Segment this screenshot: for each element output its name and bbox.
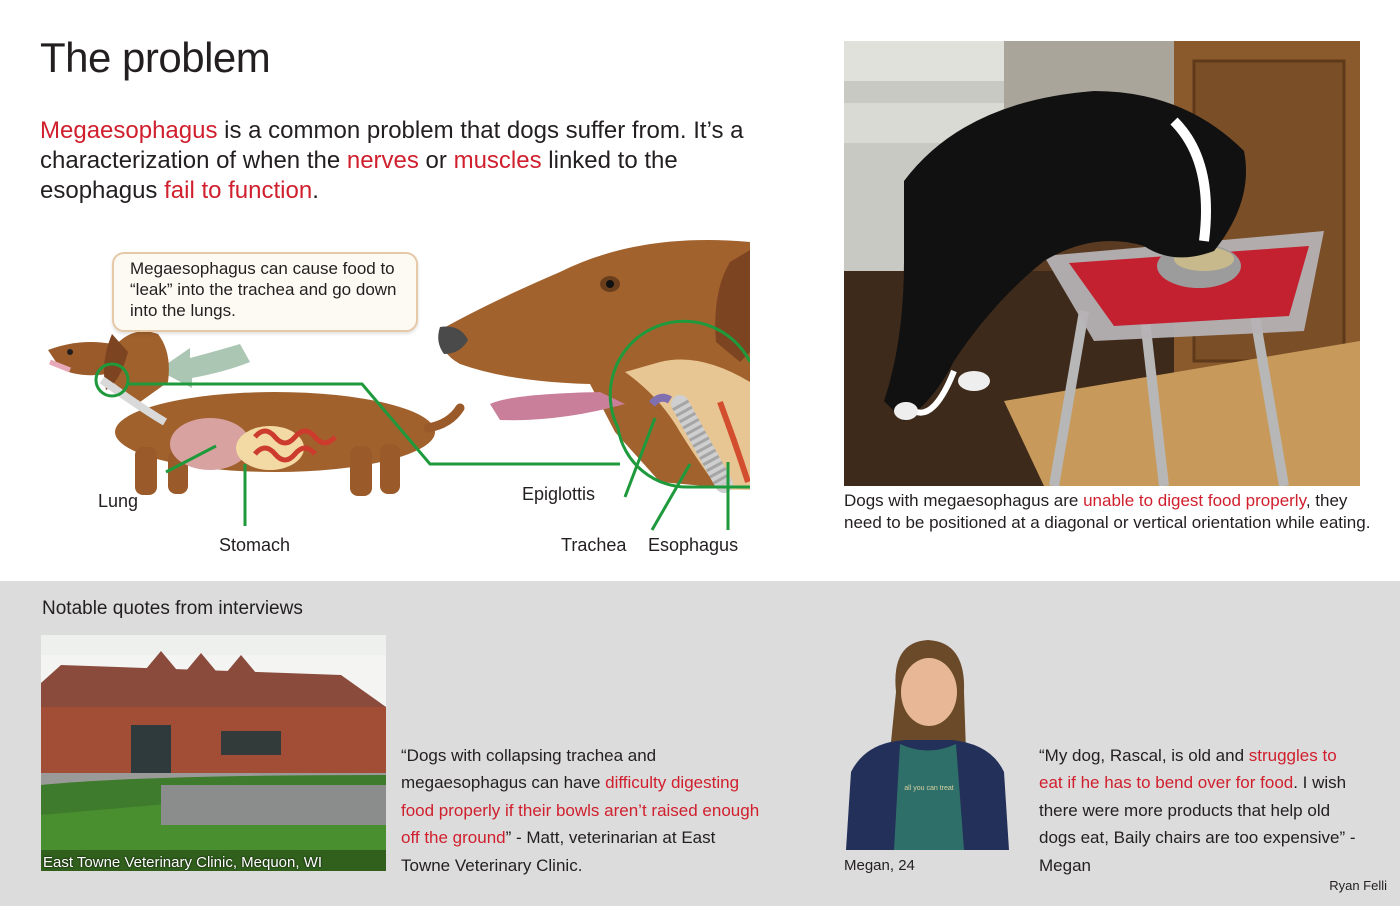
label-epiglottis: Epiglottis: [522, 484, 596, 504]
intro-text: linked to the esophagus: [40, 147, 678, 204]
label-esophagus: Esophagus: [648, 535, 739, 555]
quote-highlight: difficulty digesting food properly if their bowls aren’t raised enough off the ground: [401, 773, 760, 848]
quote-highlight: struggles to eat if he has to bend over for food: [1039, 746, 1337, 793]
dog-eating-photo: [844, 41, 1360, 486]
intro-text: or: [418, 147, 454, 174]
anatomy-diagram: [40, 232, 750, 562]
dachshund-illustration: [48, 331, 460, 496]
quotes-heading: Notable quotes from interviews: [42, 598, 303, 619]
dog-head-closeup: [438, 240, 750, 490]
caption-text: , they need to be positioned at a diagonal or vertical orientation while eating.: [844, 491, 1371, 532]
caption-highlight: unable to digest food properly: [1083, 491, 1306, 510]
caption-text: Dogs with megaesophagus are: [844, 491, 1084, 510]
intro-text: .: [312, 177, 319, 204]
megan-caption: Megan, 24: [844, 857, 915, 874]
intro-keyword: nerves: [346, 147, 419, 174]
quote-text: ” - Matt, veterinarian at East Towne Veterinary Clinic.: [401, 828, 716, 875]
quote-text: “My dog, Rascal, is old and: [1039, 746, 1249, 765]
owner-quote: [1039, 742, 1359, 879]
intro-keyword: fail to function: [164, 177, 313, 204]
shirt-text: all you can treat: [904, 785, 954, 792]
clinic-building-illustration: [41, 635, 386, 871]
intro-keyword: Megaesophagus: [40, 117, 218, 144]
megan-photo: [846, 632, 1009, 850]
dog-photo-caption: [844, 490, 1374, 534]
quotes-panel: [0, 581, 1400, 906]
label-trachea: Trachea: [561, 535, 627, 555]
label-lung: Lung: [98, 491, 139, 511]
page-title: The problem: [40, 34, 271, 81]
quote-text: “Dogs with collapsing trachea and megaesophagus can have: [401, 746, 657, 793]
arrow-icon: [158, 344, 250, 388]
callout-bubble: Megaesophagus can cause food to “leak” into the trachea and go down into the lungs.: [112, 252, 418, 332]
clinic-photo: [41, 635, 386, 871]
label-stomach: Stomach: [219, 535, 291, 555]
dog-on-stand-illustration: [844, 41, 1360, 486]
clinic-caption: East Towne Veterinary Clinic, Mequon, WI: [43, 854, 323, 871]
author-credit: Ryan Felli: [1329, 878, 1387, 893]
vet-quote: [401, 742, 761, 879]
megan-portrait-illustration: [846, 632, 1009, 850]
intro-text: is a common problem that dogs suffer from. It’s a characterization of when the: [40, 117, 744, 174]
quote-text: . I wish there were more products that help old dogs eat, Baily chairs are too expensive” - Megan: [1039, 773, 1356, 875]
intro-paragraph: [40, 116, 780, 206]
intro-keyword: muscles: [453, 147, 542, 174]
